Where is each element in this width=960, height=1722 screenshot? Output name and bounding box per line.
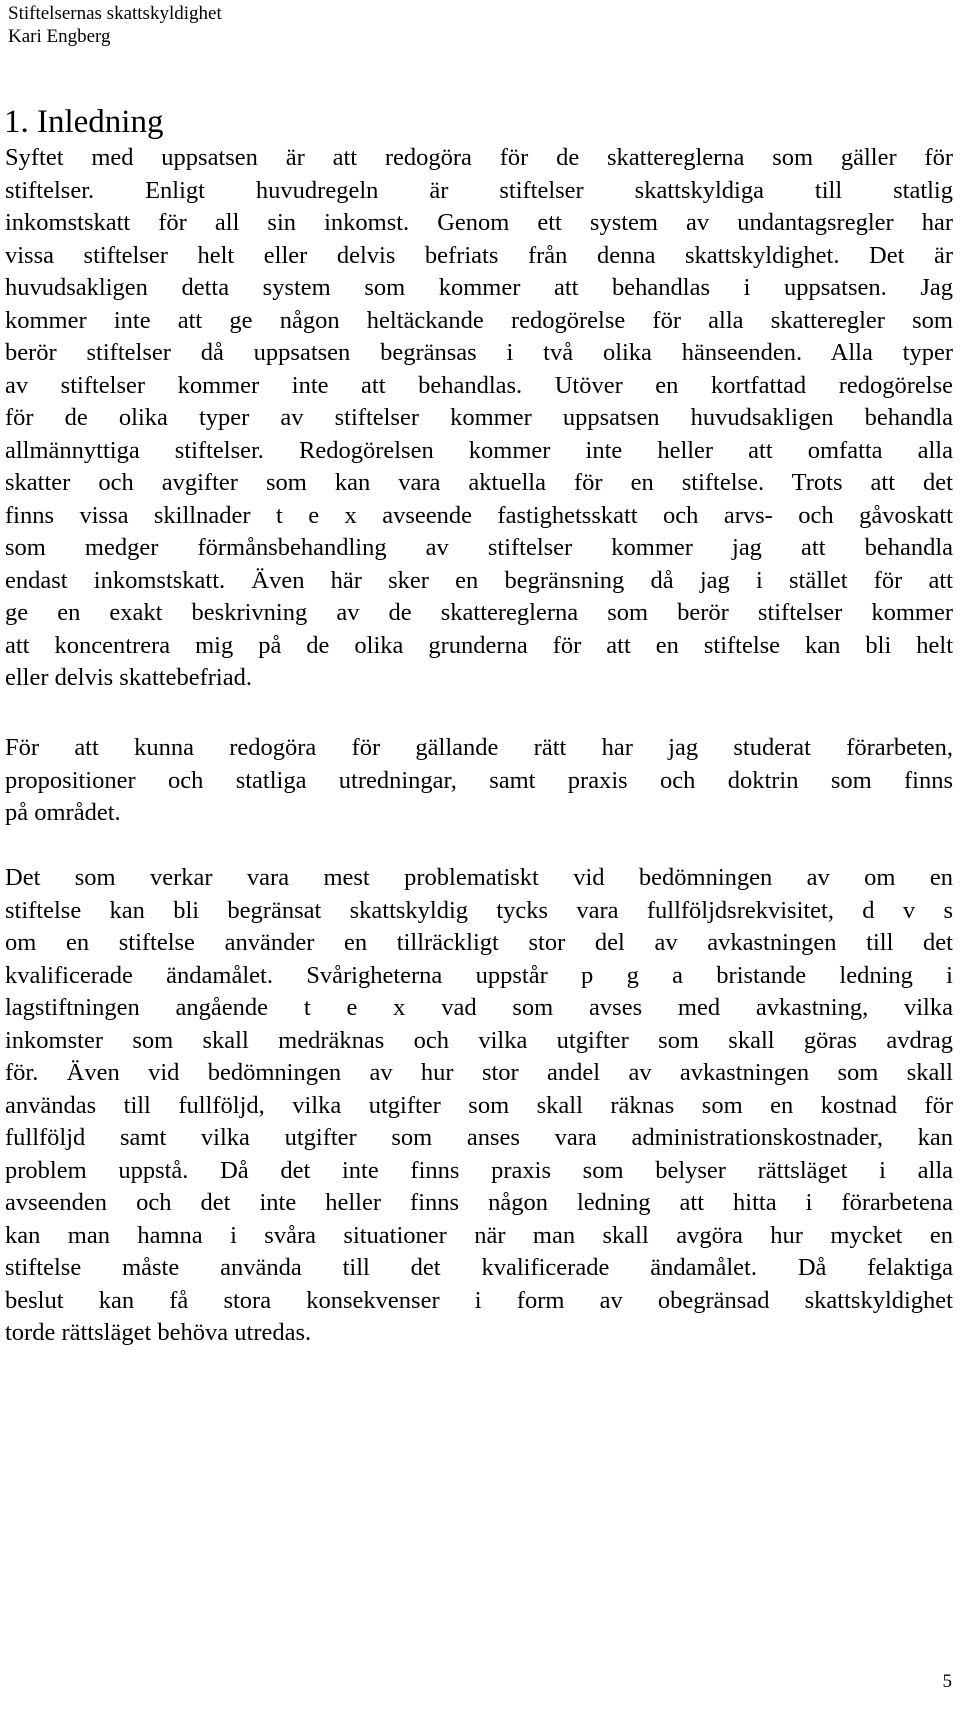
text-line: allmännyttiga stiftelser. Redogörelsen kommer inte heller att omfatta alla [5, 436, 953, 464]
text-line: ge en exakt beskrivning av de skattereglerna som berör stiftelser kommer [5, 599, 953, 626]
text-line: för de olika typer av stiftelser kommer uppsatsen huvudsakligen behandla [5, 404, 953, 431]
text-line: på området. [5, 799, 121, 826]
text-line: avseenden och det inte heller finns någon ledning att hitta i förarbetena [5, 1189, 953, 1216]
author-name: Kari Engberg [8, 26, 111, 47]
text-line: inkomster som skall medräknas och vilka utgifter som skall göras avdrag [5, 1026, 953, 1054]
text-line: För att kunna redogöra för gällande rätt har jag studerat förarbeten, [5, 734, 953, 761]
text-line: av stiftelser kommer inte att behandlas. Utöver en kortfattad redogörelse [5, 371, 953, 399]
text-line: Syftet med uppsatsen är att redogöra för de skattereglerna som gäller för [5, 144, 953, 171]
text-line: stiftelse måste använda till det kvalificerade ändamålet. Då felaktiga [5, 1254, 953, 1281]
text-line: stiftelse kan bli begränsat skattskyldig tycks vara fullföljdsrekvisitet, d v s [5, 896, 953, 924]
text-line: kan man hamna i svåra situationer när man skall avgöra hur mycket en [5, 1221, 953, 1249]
text-line: stiftelser. Enligt huvudregeln är stiftelser skattskyldiga till statlig [5, 176, 953, 204]
text-line: som medger förmånsbehandling av stiftelser kommer jag att behandla [5, 534, 953, 561]
paragraph-purpose [5, 142, 953, 695]
text-line: fullföljd samt vilka utgifter som anses vara administrationskostnader, kan [5, 1124, 953, 1151]
text-line: beslut kan få stora konsekvenser i form av obegränsad skattskyldighet [5, 1286, 953, 1314]
text-line: kvalificerade ändamålet. Svårigheterna uppstår p g a bristande ledning i [5, 961, 953, 989]
section-heading: 1. Inledning [4, 104, 164, 140]
page-number: 5 [942, 1671, 952, 1692]
text-line: eller delvis skattebefriad. [5, 664, 252, 691]
text-line: huvudsakligen detta system som kommer att behandlas i uppsatsen. Jag [5, 274, 953, 301]
text-line: torde rättsläget behöva utredas. [5, 1319, 312, 1346]
running-header [8, 2, 222, 48]
text-line: för. Även vid bedömningen av hur stor andel av avkastningen som skall [5, 1059, 953, 1086]
text-line: skatter och avgifter som kan vara aktuella för en stiftelse. Trots att det [5, 469, 953, 496]
text-line: vissa stiftelser helt eller delvis befriats från denna skattskyldighet. Det är [5, 241, 953, 269]
text-line: berör stiftelser då uppsatsen begränsas i två olika hänseenden. Alla typer [5, 339, 953, 366]
text-line: propositioner och statliga utredningar, samt praxis och doktrin som finns [5, 766, 953, 794]
text-line: att koncentrera mig på de olika grunderna för att en stiftelse kan bli helt [5, 631, 953, 659]
text-line: om en stiftelse använder en tillräckligt stor del av avkastningen till det [5, 929, 953, 956]
paragraph-problem [5, 862, 953, 1350]
text-line: inkomstskatt för all sin inkomst. Genom ett system av undantagsregler har [5, 209, 953, 236]
document-title: Stiftelsernas skattskyldighet [8, 3, 222, 24]
text-line: Det som verkar vara mest problematiskt vid bedömningen av om en [5, 864, 953, 891]
text-line: lagstiftningen angående t e x vad som avses med avkastning, vilka [5, 994, 953, 1021]
text-line: finns vissa skillnader t e x avseende fastighetsskatt och arvs- och gåvoskatt [5, 501, 953, 529]
text-line: användas till fullföljd, vilka utgifter som skall räknas som en kostnad för [5, 1091, 953, 1119]
text-line: endast inkomstskatt. Även här sker en begränsning då jag i stället för att [5, 566, 953, 594]
text-line: kommer inte att ge någon heltäckande redogörelse för alla skatteregler som [5, 306, 953, 334]
paragraph-sources [5, 732, 953, 830]
text-line: problem uppstå. Då det inte finns praxis som belyser rättsläget i alla [5, 1156, 953, 1184]
